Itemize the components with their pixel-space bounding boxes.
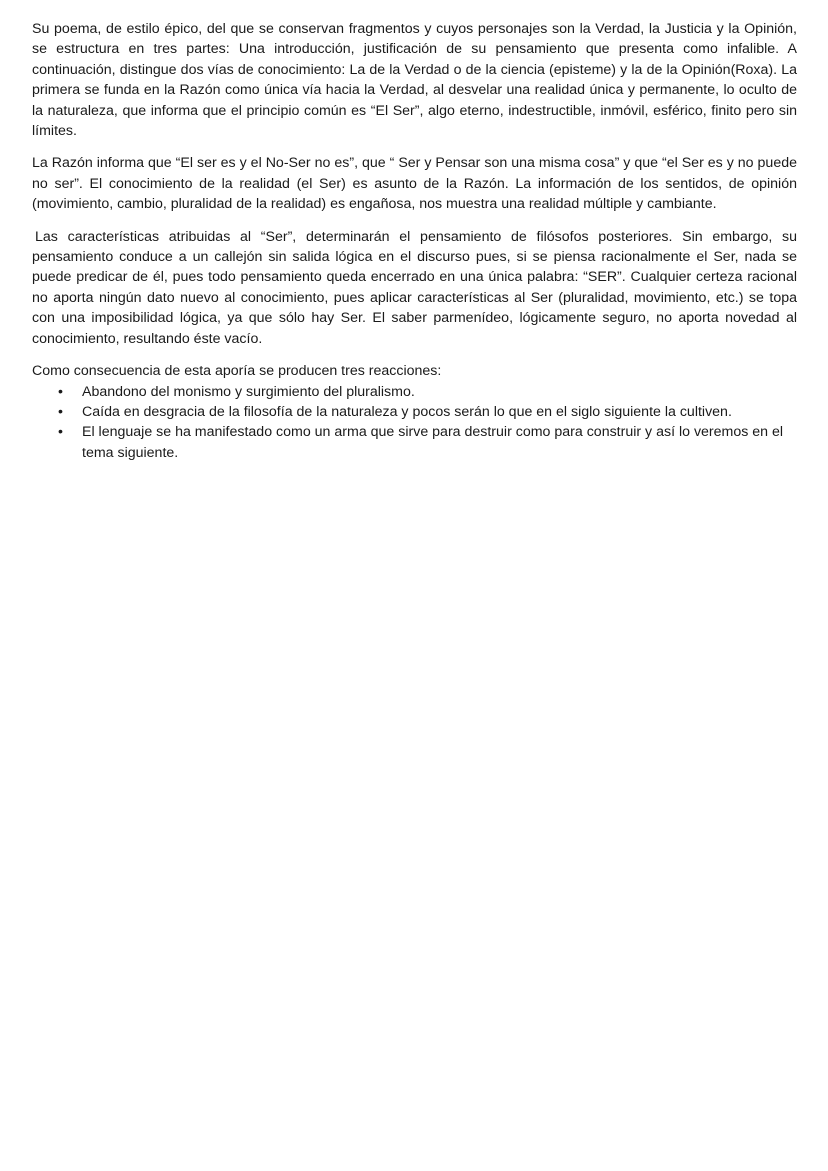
paragraph-poem-structure: Su poema, de estilo épico, del que se conservan fragmentos y cuyos personajes son la Verdad, la Justicia y la Opinión, se estructura en tres partes: Una introducción, justificación de su pensamiento que presenta como infalible. A continuación, distingue dos vías de conocimiento: La de la Verdad o de la ciencia (episteme) y la de la Opinión(Roxa). La primera se funda en la Razón como única vía hacia la Verdad, al desvelar una realidad única y permanente, lo oculto de la naturaleza, que informa que el principio común es “El Ser”, algo eterno, indestructible, inmóvil, esférico, finito pero sin límites.	[32, 21, 797, 140]
list-intro: Como consecuencia de esta aporía se producen tres reacciones:	[32, 363, 442, 380]
list-item-text: El lenguaje se ha manifestado como un arma que sirve para destruir como para construir y así lo veremos en el tema siguiente.	[82, 424, 784, 461]
bullet-icon: •	[58, 424, 63, 441]
bullet-icon: •	[58, 403, 63, 420]
list-item	[32, 382, 797, 402]
list-item-text: Caída en desgracia de la filosofía de la naturaleza y pocos serán lo que en el siglo siguiente la cultiven.	[82, 403, 732, 420]
reactions-list	[32, 382, 797, 464]
list-item	[32, 422, 797, 463]
document-page	[32, 19, 797, 463]
paragraph-reason: La Razón informa que “El ser es y el No-Ser no es”, que “ Ser y Pensar son una misma cosa” y que “el Ser es y no puede no ser”. El conocimiento de la realidad (el Ser) es asunto de la Razón. La información de los sentidos, de opinión (movimiento, cambio, pluralidad de la realidad) es engañosa, nos muestra una realidad múltiple y cambiante.	[32, 155, 797, 213]
list-item-text: Abandono del monismo y surgimiento del pluralismo.	[82, 383, 415, 400]
list-item	[32, 402, 797, 422]
paragraph-characteristics: Las características atribuidas al “Ser”, determinarán el pensamiento de filósofos posteriores. Sin embargo, su pensamiento conduce a un callejón sin salida lógica en el discurso pues, si se piensa racionalmente el Ser, nada se puede predicar de él, pues todo pensamiento queda encerrado en una única palabra: “SER”. Cualquier certeza racional no aporta ningún dato nuevo al conocimiento, pues aplicar características al Ser (pluralidad, movimiento, etc.) se topa con una imposibilidad lógica, ya que sólo hay Ser. El saber parmenídeo, lógicamente seguro, no aporta novedad al conocimiento, resultando éste vacío.	[32, 228, 797, 347]
bullet-icon: •	[58, 383, 63, 400]
